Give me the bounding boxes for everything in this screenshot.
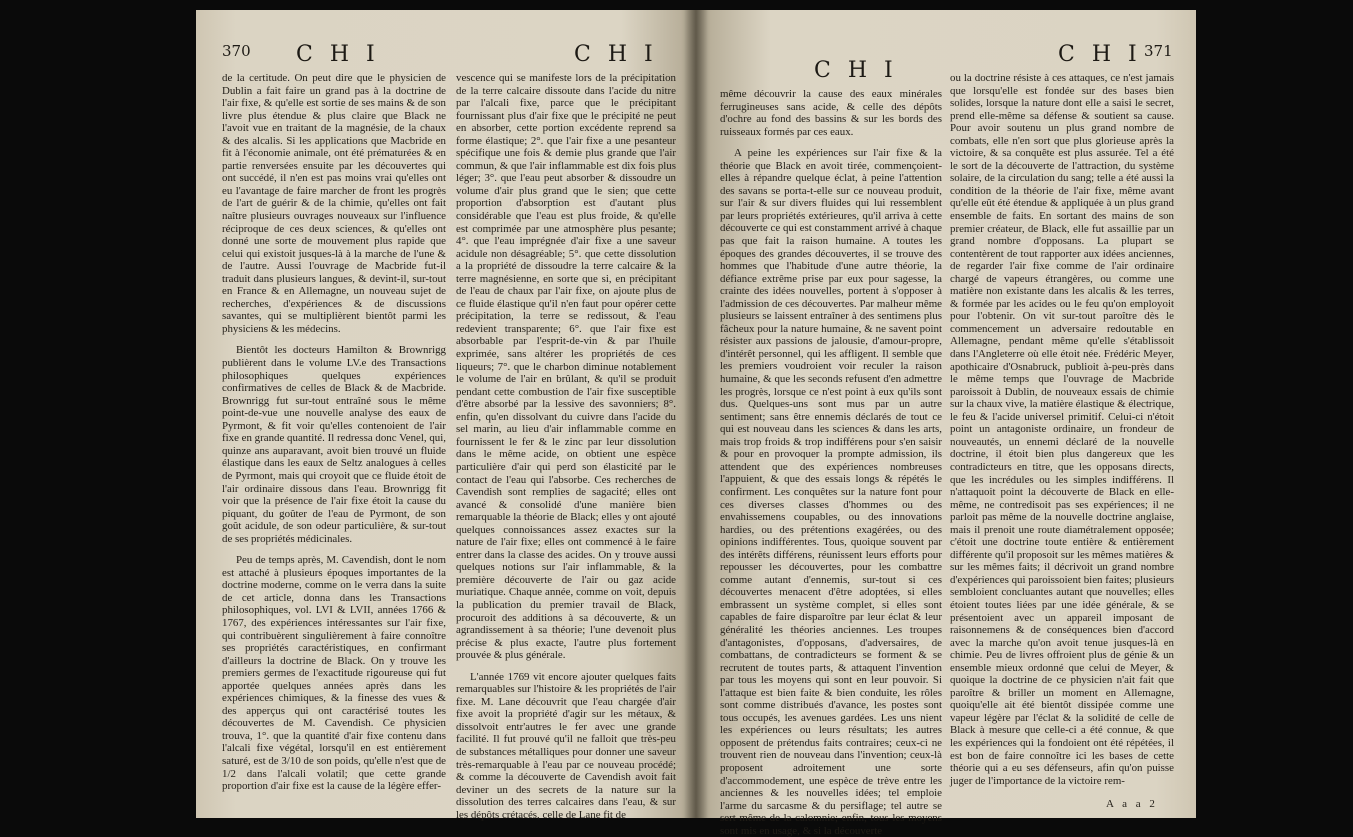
paragraph: Peu de temps après, M. Cavendish, dont le nom est attaché à plusieurs époques importantes de la doctrine moderne, comme on le verra dans la suite de cet article, donna dans les Transactions philosophiques, vol. LVI & LVII, années 1766 & 1767, des expériences intéressantes sur l'air fixe, qui contribuèrent singulièrement à faire connoître ses propriétés caractéristiques, en confirmant d'ailleurs la doctrine de Black. On y trouve les premiers germes de l'exactitude rigoureuse qui fut apportée quelques années après dans les expériences chimiques, & la finesse des vues & des apperçus qui ont caractérisé toutes les découvertes de M. Cavendish. Ce physicien trouva, 1°. que la quantité d'air fixe contenu dans l'alcali fixe végétal, lorsqu'il en est entièrement saturé, est de 3/10 de son poids, qu'elle n'est que de 1/2 dans l'alcali volatil; que cette grande proportion d'air fixe est la cause de la légère effer- (222, 554, 446, 793)
printer-signature: A a a 2 (1106, 798, 1158, 810)
paragraph: de la certitude. On peut dire que le physicien de Dublin a fait faire un grand pas à la doctrine de l'air fixe, & qu'elle est sortie de ses mains & de son livre plus étendue & plus claire que Black ne l'avoit vue en traitant de la magnésie, de la chaux & des alcalis. Si les applications que Macbride en fit à l'économie animale, ont été prématurées & en partie renversées ensuite par les découvertes qui ont succédé, il n'en est pas moins vrai qu'elles ont eu l'avantage de faire marcher de front les progrès de l'art de guérir & de la chimie, qu'elles ont fait naître plusieurs ouvrages nouveaux sur l'influence réciproque de ces deux sciences, & qu'elles ont donné une sorte de mouvement plus rapide que celui qui existoit jusques-là à la marche de l'une & de l'autre. Aussi l'ouvrage de Macbride fut-il traduit dans plusieurs langues, & devint-il, sur-tout en France & en Allemagne, un nouveau sujet de recherches, d'expériences & de discussions savantes, qui se multiplièrent bientôt parmi les physiciens & les médecins. (222, 72, 446, 335)
page-number: 371 (1144, 42, 1173, 60)
open-book (196, 10, 1196, 837)
paragraph: Bientôt les docteurs Hamilton & Brownrigg publièrent dans le volume LV.e des Transactions philosophiques quelques expériences confirmatives de celles de Black & de Macbride. Brownrigg fut sur-tout entraîné sous le même point-de-vue une nouvelle analyse des eaux de Pyrmont, & fit voir qu'elles contenoient de l'air fixe en grande quantité. Il redressa donc Venel, qui, quinze ans auparavant, avoit bien trouvé un fluide élastique dans les eaux de Seltz analogues à celles de Pyrmont, mais qui croyoit que ce fluide étoit de l'air ordinaire dissous dans l'eau. Brownrigg fit voir que la présence de l'air fixe étoit la cause du piquant, du goûter de l'eau de Pyrmont, de son goût acidule, de son odeur particulière, & sur-tout de ses propriétés médicinales. (222, 344, 446, 545)
running-title: C H I (814, 58, 898, 83)
text-column (950, 72, 1174, 792)
right-page (696, 10, 1196, 837)
running-title: C H I (296, 42, 380, 67)
page-number: 370 (222, 42, 251, 60)
left-page (196, 10, 696, 821)
text-column (456, 72, 676, 821)
paragraph: ou la doctrine résiste à ces attaques, ce n'est jamais que lorsqu'elle est fondée sur des bases bien solides, lorsque la nature dont elle a saisi le secret, prend elle-même sa défense & soutient sa cause. Pour avoir soutenu un plus grand nombre de combats, elle n'en sort que plus glorieuse après la victoire, & sa conquête est plus assurée. Tel a été le sort de la découverte de l'attraction, du système solaire, de la circulation du sang; telle a été aussi la condition de la théorie de l'air fixe, même avant qu'elle eût été étendue & appliquée à un plus grand ensemble de faits. En sortant des mains de son premier créateur, de Black, elle fut assaillie par un grand nombre d'opposans. La plupart se contentèrent de tout rapporter aux idées anciennes, de regarder l'air fixe comme de l'air ordinaire chargé de vapeurs étrangères, ou comme une matière non existante dans les alcalis & les terres, & formée par les acides ou le feu qu'on employoit pour l'obtenir. On vit sur-tout paroître dès le commencement un adversaire redoutable en Allemagne, pendant même qu'elle s'établissoit dans l'Angleterre où elle étoit née. Frédéric Meyer, apothicaire d'Osnabruck, publioit à-peu-près dans le même temps que l'ouvrage de Macbride paroissoit à Dublin, de nouveaux essais de chimie sur la chaux vive, la matière élastique & électrique, le feu & l'acide universel primitif. Celui-ci n'étoit point un antagoniste ordinaire, un frondeur de nouveautés, un ennemi déclaré de la nouvelle doctrine, il étoit bien plus dangereux que les contradicteurs en titre, que les opposans directs, que les incrédules ou les simples indifférens. Il n'attaquoit point la découverte de Black en elle-même, ne contredisoit pas ses expériences; il ne parloit pas même de la nouvelle doctrine anglaise, mais il prenoit une route diamétralement opposée; c'étoit une doctrine toute entière & entièrement différente qu'il proposoit sur les mêmes matières & sur les mêmes faits; il décrivoit un grand nombre d'expériences qui paroissoient bien faites; plusieurs sembloient concluantes autant que nouvelles; elles étoient toutes liées par une idée générale, & se présentoient avec un appareil imposant de raisonnemens & de conséquences bien d'accord avec la marche qu'on avoit tenue jusques-là en chimie. Peu de livres offroient plus de génie & un ensemble mieux ordonné que celui de Meyer, & quoique la doctrine de ce physicien n'ait fait que paroître & briller un moment en Allemagne, quoiqu'elle ait été bientôt dissipée comme une vapeur légère par l'éclat & la solidité de celle de Black à mesure que celle-ci a été connue, & que les expériences qui la fondoient ont été répétées, il est bon de faire connoître ici les bases de cette théorie qui a eu ses défenseurs, afin qu'on puisse juger de l'importance de la victoire rem- (950, 72, 1174, 787)
paragraph: L'année 1769 vit encore ajouter quelques faits remarquables sur l'histoire & les propriétés de l'air fixe. M. Lane découvrit que l'eau chargée d'air fixe avoit la propriété d'agir sur les métaux, & dissolvoit entr'autres le fer avec une grande facilité. Il fut prouvé qu'il ne falloit que très-peu de substances métalliques pour donner une saveur très-remarquable à l'eau par ce nouveau procédé; & comme la découverte de Cavendish avoit fait deviner un des secrets de la nature sur la dissolution des terres calcaires dans l'eau, & sur les dépôts crétacés, celle de Lane fit de (456, 670, 676, 821)
running-title: C H I (574, 42, 658, 67)
running-title: C H I (1058, 42, 1142, 67)
paragraph: A peine les expériences sur l'air fixe & la théorie que Black en avoit tirée, commençoient-elles à répandre quelque éclat, à peine l'attention des savans se porta-t-elle sur ce nouveau produit, sur l'air & sur divers fluides qui lui ressemblent par leurs propriétés extérieures, qu'il arriva à cette découverte ce qui est constamment arrivé à chaque pas que fait la raison humaine. A toutes les époques des grandes découvertes, il se trouve des hommes que l'habitude d'une autre théorie, la défiance extrême prise par eux pour sagesse, la crainte des idées nouvelles, portent à s'opposer à l'admission de ces découvertes. Par malheur même plusieurs se laissent entraîner à des sentimens plus fâcheux pour la nature humaine, & ne savent point résister aux passions de jalousie, d'amour-propre, d'intérêt personnel, qui les affligent. Il semble que les premiers voudroient voir reculer la raison humaine, & que les seconds refusent d'en admettre les progrès, lorsque ce n'est point à eux qu'ils sont dus. Quelques-uns sont mus par un autre sentiment; sans être ennemis déclarés de tout ce qui est nouveau dans les sciences & dans les arts, mais trop froids & trop indifférens pour s'en saisir & pour en provoquer la prompte admission, ils attendent que des expériences nombreuses l'appuient, & que des essais longs & répétés le confirment. Les conquêtes sur la nature font pour ces diverses classes d'hommes ou des envahissemens coupables, ou des innovations hardies, ou des prétentions exagérées, ou des opinions indifférentes. Tous, quoique souvent par des intérêts différens, réunissent leurs efforts pour repousser les découvertes, pour les combattre comme autant d'ennemis, sur-tout si ces découvertes menacent d'être adoptées, si elles embrassent un système complet, si elles sont capables de faire disparoître par leur éclat & leur généralité les théories anciennes. Les troupes d'antagonistes, d'opposans, d'adversaires, de combattans, de contradicteurs se forment & se recrutent de toutes parts, & attaquent l'invention par tous les moyens qui sont en leur pouvoir. Si l'attaque est bien faite & bien conduite, les rôles sont comme distribués d'avance, les postes sont tous occupés, les avenues gardées. Les uns nient les expériences ou leurs résultats; les autres opposent de prétendus faits contraires; ceux-ci ne trouvent rien de nouveau dans l'invention; ceux-là proposent adroitement une sorte d'accommodement, une espèce de trève entre les anciennes & les nouvelles idées; tel emploie l'arme du sarcasme & du persiflage; tel autre se sert même de la calomnie; enfin, tous les moyens sont mis en usage, & si la découverte (720, 147, 942, 837)
text-column (222, 72, 446, 796)
paragraph: vescence qui se manifeste lors de la précipitation de la terre calcaire dissoute dans l'acide du nitre par l'alcali fixe, parce que le précipitant fournissant plus d'air fixe que le précipité ne peut en absorber, cette portion excédente reprend sa forme élastique; 2°. que l'air fixe a une pesanteur spécifique une fois & demie plus grande que l'air commun, & que l'air inflammable est dix fois plus léger; 3°. que l'eau peut absorber & dissoudre un volume d'air plus grand que le sien; que cette proportion d'absorption est d'autant plus considérable que l'eau est plus froide, & qu'elle est comprimée par une atmosphère plus pesante; 4°. que l'eau imprégnée d'air fixe a une saveur acidule non désagréable; 5°. que cette dissolution a la propriété de dissoudre la terre calcaire & la terre magnésienne, en sorte que si, en précipitant de l'eau de chaux par l'air fixe, on ajoute plus de ce fluide élastique qu'il n'en faut pour opérer cette précipitation, la terre se redissout, & l'eau redevient transparente; 6°. que l'air fixe est absorbable par l'esprit-de-vin & par l'huile exprimée, sans altérer les propriétés de ces liqueurs; 7°. que le charbon diminue notablement le volume de l'air en brûlant, & qu'il se produit pendant cette combustion de l'air fixe susceptible d'être absorbé par la lessive des savonniers; 8°. enfin, qu'en dissolvant du cuivre dans l'acide du sel marin, au lieu d'air inflammable comme en fournissent le fer & le zinc par leur dissolution dans le même acide, on obtient une espèce particulière d'air qui perd son élasticité par le contact de l'eau qui l'absorbe. Ces recherches de Cavendish sont remplies de sagacité; elles ont avancé & consolidé d'une manière bien remarquable la théorie de Black; elles y ont ajouté quelques connoissances assez exactes sur la nature de l'air fixe; elles ont commencé à le faire entrer dans la classe des acides. On y trouve aussi quelques notions sur l'air inflammable, & la première découverte de l'air ou gaz acide muriatique. Chaque année, comme on voit, depuis la publication du premier travail de Black, procuroit des additions à sa découverte, & un agrandissement à sa théorie; l'une devenoit plus précise & plus exacte, l'autre plus fortement prouvée & plus générale. (456, 72, 676, 662)
book-gutter (684, 10, 708, 818)
text-column (720, 88, 942, 837)
paragraph: même découvrir la cause des eaux minérales ferrugineuses sans acide, & celle des dépôts d'ochre au fond des bassins & sur les bords des ruisseaux formés par ces eaux. (720, 88, 942, 138)
